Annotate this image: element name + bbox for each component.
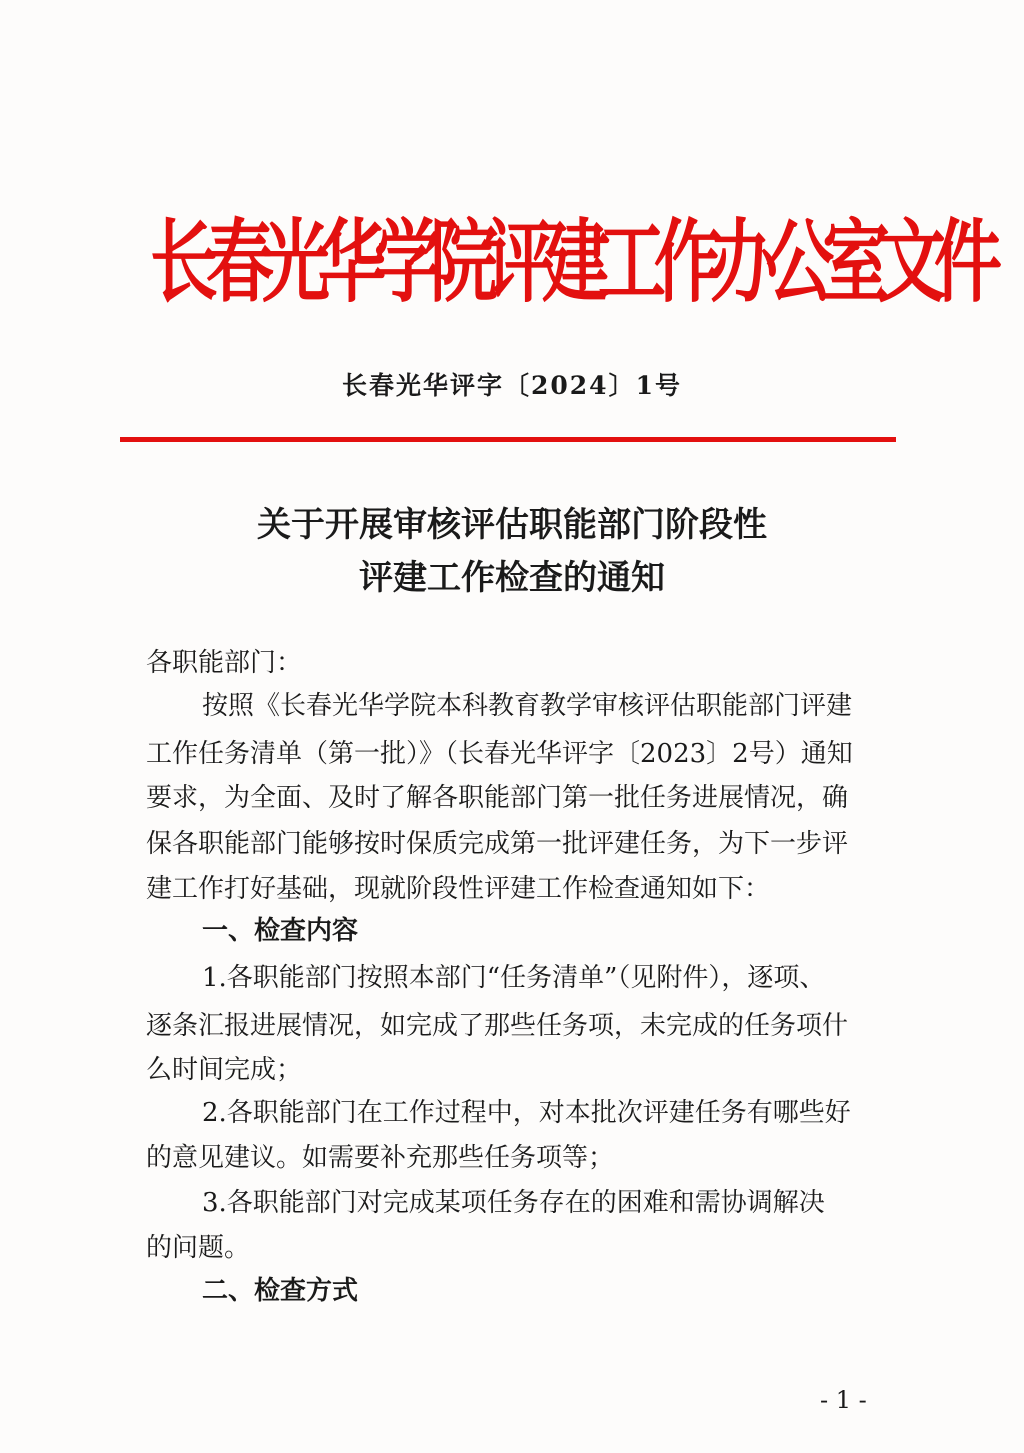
- paragraph-line: 保各职能部门能够按时保质完成第一批评建任务，为下一步评: [146, 829, 849, 859]
- paragraph-line: 要求，为全面、及时了解各职能部门第一批任务进展情况，确: [146, 783, 849, 813]
- paragraph-line: 工作任务清单（第一批）》（长春光华评字〔2023〕2号）通知: [146, 739, 853, 769]
- paragraph-line: 么时间完成；: [146, 1055, 303, 1085]
- section-heading-inspection-content: 一、检查内容: [202, 916, 359, 946]
- notice-title-line-1: 关于开展审核评估职能部门阶段性: [257, 505, 767, 545]
- document-header-title: 长春光华学院评建工作办公室文件: [150, 211, 991, 316]
- paragraph-line: 逐条汇报进展情况，如完成了那些任务项，未完成的任务项什: [146, 1011, 849, 1041]
- red-header-rule: [120, 437, 896, 442]
- page-number: - 1 -: [820, 1386, 867, 1414]
- section-heading-inspection-method: 二、检查方式: [202, 1276, 359, 1306]
- paragraph-line: 的意见建议。如需要补充那些任务项等；: [146, 1143, 615, 1173]
- paragraph-line: 2.各职能部门在工作过程中，对本批次评建任务有哪些好: [202, 1098, 851, 1128]
- document-number: 长春光华评字〔2024〕1号: [342, 371, 682, 400]
- paragraph-line: 按照《长春光华学院本科教育教学审核评估职能部门评建: [202, 691, 853, 721]
- paragraph-line: 建工作打好基础，现就阶段性评建工作检查通知如下：: [146, 874, 771, 904]
- notice-title-line-2: 评建工作检查的通知: [359, 558, 665, 598]
- paragraph-line: 的问题。: [146, 1233, 251, 1263]
- paragraph-line: 3.各职能部门对完成某项任务存在的困难和需协调解决: [202, 1188, 825, 1218]
- paragraph-line: 1.各职能部门按照本部门“任务清单”（见附件），逐项、: [202, 963, 826, 993]
- salutation: 各职能部门：: [146, 648, 303, 678]
